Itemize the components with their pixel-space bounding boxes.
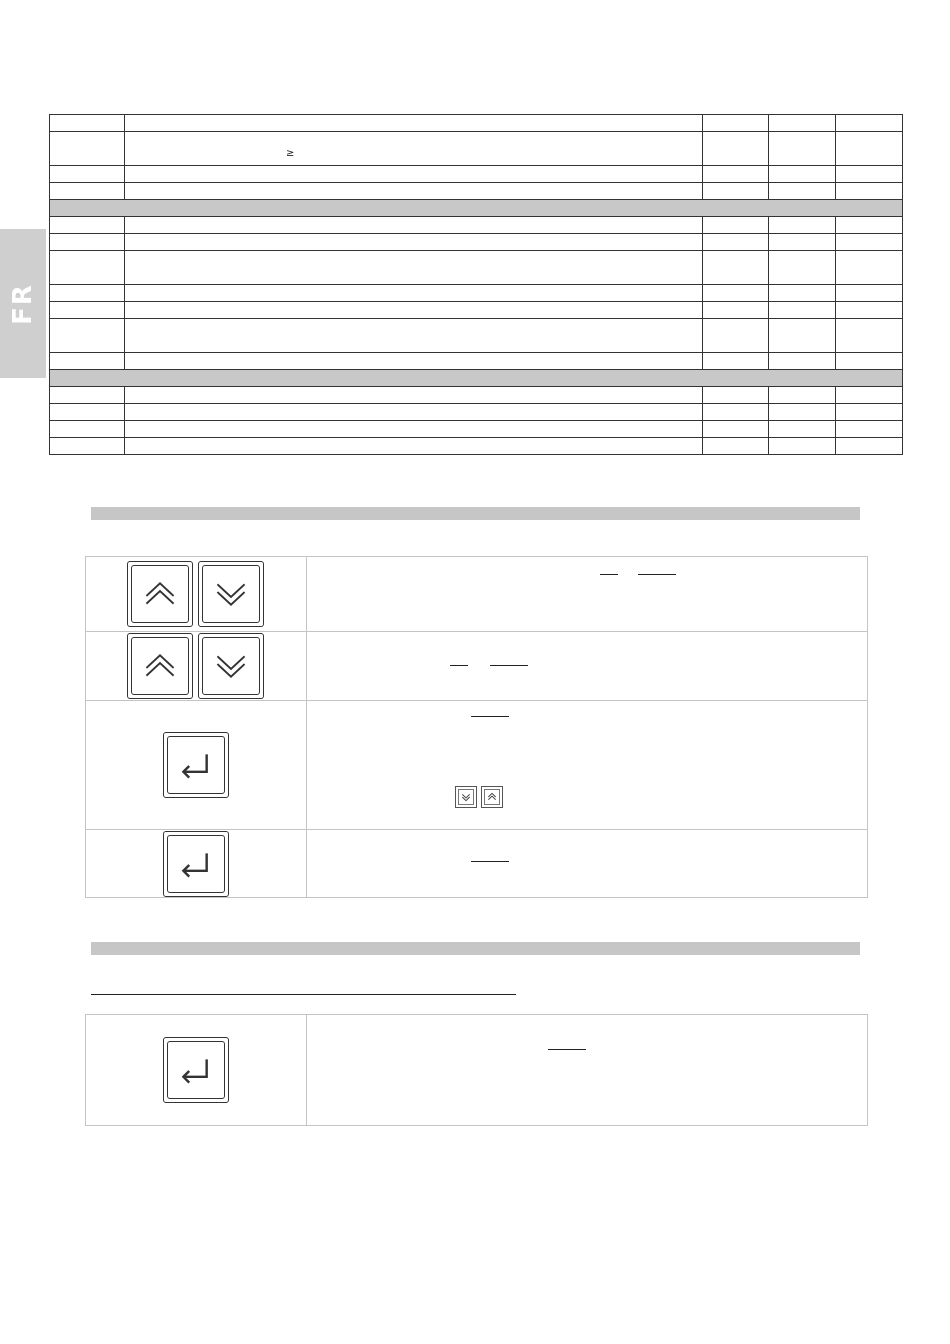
double-chevron-down-icon (199, 634, 263, 698)
up-arrow-key[interactable] (127, 561, 193, 627)
table-row (50, 166, 903, 183)
table-cell (836, 353, 903, 370)
key-row-scroll (86, 557, 867, 631)
table-cell (703, 132, 769, 166)
table-cell (125, 115, 703, 132)
table-cell (50, 387, 125, 404)
table-cell (50, 353, 125, 370)
table-cell (125, 251, 703, 285)
table-cell (703, 302, 769, 319)
table-cell (703, 319, 769, 353)
table-cell (836, 234, 903, 251)
table-row (50, 115, 903, 132)
table-cell (836, 319, 903, 353)
enter-key[interactable] (163, 1037, 229, 1103)
table-cell (769, 302, 836, 319)
table-row (50, 217, 903, 234)
table-cell (703, 183, 769, 200)
table-cell (50, 251, 125, 285)
table-cell (769, 438, 836, 455)
table-cell (125, 234, 703, 251)
key-row-scroll-fast (86, 631, 867, 700)
table-cell (836, 404, 903, 421)
table-cell (836, 115, 903, 132)
key-cell (86, 557, 307, 631)
table-cell (769, 132, 836, 166)
table-cell (769, 285, 836, 302)
greater-equal-symbol: ≥ (286, 148, 295, 159)
table-row (50, 319, 903, 353)
table-section-cell (50, 200, 903, 217)
table-cell (836, 302, 903, 319)
table-cell (50, 115, 125, 132)
enter-icon (164, 733, 228, 797)
table-cell (769, 166, 836, 183)
table-cell (125, 438, 703, 455)
table-row (50, 353, 903, 370)
table-section-row (50, 200, 903, 217)
up-arrow-mini-key (481, 786, 503, 808)
key-table-navigation (85, 556, 868, 898)
down-arrow-mini-key (455, 786, 477, 808)
table-cell (125, 217, 703, 234)
table-cell (703, 404, 769, 421)
table-cell (125, 285, 703, 302)
key-cell (86, 830, 307, 898)
table-cell (836, 438, 903, 455)
table-cell (50, 404, 125, 421)
table-cell (769, 353, 836, 370)
table-cell (769, 387, 836, 404)
table-cell (703, 353, 769, 370)
table-cell (836, 132, 903, 166)
table-cell (836, 166, 903, 183)
table-cell (836, 217, 903, 234)
table-cell (50, 234, 125, 251)
table-cell (125, 404, 703, 421)
table-cell (50, 438, 125, 455)
table-cell (769, 183, 836, 200)
table-cell (50, 166, 125, 183)
table-cell (703, 217, 769, 234)
up-arrow-key[interactable] (127, 633, 193, 699)
double-chevron-up-icon (128, 562, 192, 626)
table-cell (125, 183, 703, 200)
section-bar-validation (91, 942, 860, 955)
double-chevron-up-icon (128, 634, 192, 698)
key-cell (86, 1015, 307, 1125)
enter-icon (164, 1038, 228, 1102)
table-row (50, 404, 903, 421)
double-chevron-down-icon (456, 787, 476, 807)
table-cell (703, 387, 769, 404)
key-row-enter-confirm (86, 829, 867, 898)
table-cell (836, 183, 903, 200)
table-row (50, 302, 903, 319)
key-cell (86, 632, 307, 700)
table-section-row (50, 370, 903, 387)
table-cell (125, 166, 703, 183)
table-cell (50, 421, 125, 438)
table-cell (50, 319, 125, 353)
table-cell (769, 319, 836, 353)
table-cell (50, 183, 125, 200)
table-cell (50, 302, 125, 319)
table-cell (50, 285, 125, 302)
heading-underline (91, 994, 516, 995)
table-cell (836, 285, 903, 302)
table-cell (769, 234, 836, 251)
table-row (50, 234, 903, 251)
section-bar-keys (91, 507, 860, 520)
enter-key[interactable] (163, 732, 229, 798)
table-row (50, 183, 903, 200)
enter-key[interactable] (163, 831, 229, 897)
table-cell (703, 234, 769, 251)
language-tab-label: FR (8, 282, 38, 325)
table-cell (125, 421, 703, 438)
table-row (50, 285, 903, 302)
table-cell (769, 115, 836, 132)
table-cell (769, 421, 836, 438)
table-row (50, 421, 903, 438)
table-cell (703, 421, 769, 438)
table-row (50, 387, 903, 404)
table-cell (125, 353, 703, 370)
down-arrow-key[interactable] (198, 561, 264, 627)
table-cell (836, 387, 903, 404)
down-arrow-key[interactable] (198, 633, 264, 699)
enter-icon (164, 832, 228, 896)
table-cell (769, 217, 836, 234)
table-cell (703, 438, 769, 455)
parameter-table (49, 114, 903, 455)
table-section-cell (50, 370, 903, 387)
table-row (50, 438, 903, 455)
table-cell (836, 421, 903, 438)
table-cell (703, 166, 769, 183)
key-row-enter (86, 1015, 867, 1125)
table-row (50, 251, 903, 285)
table-cell (125, 302, 703, 319)
table-cell (50, 217, 125, 234)
table-cell (769, 404, 836, 421)
double-chevron-down-icon (199, 562, 263, 626)
table-cell (703, 285, 769, 302)
table-cell (50, 132, 125, 166)
table-cell (769, 251, 836, 285)
key-table-validation (85, 1014, 868, 1126)
table-cell (703, 251, 769, 285)
table-row (50, 132, 903, 166)
table-cell (125, 319, 703, 353)
table-cell (125, 132, 703, 166)
table-cell (125, 387, 703, 404)
double-chevron-up-icon (482, 787, 502, 807)
language-tab (0, 229, 46, 378)
table-cell (836, 251, 903, 285)
table-cell (703, 115, 769, 132)
key-row-enter (86, 700, 867, 829)
key-cell (86, 701, 307, 829)
